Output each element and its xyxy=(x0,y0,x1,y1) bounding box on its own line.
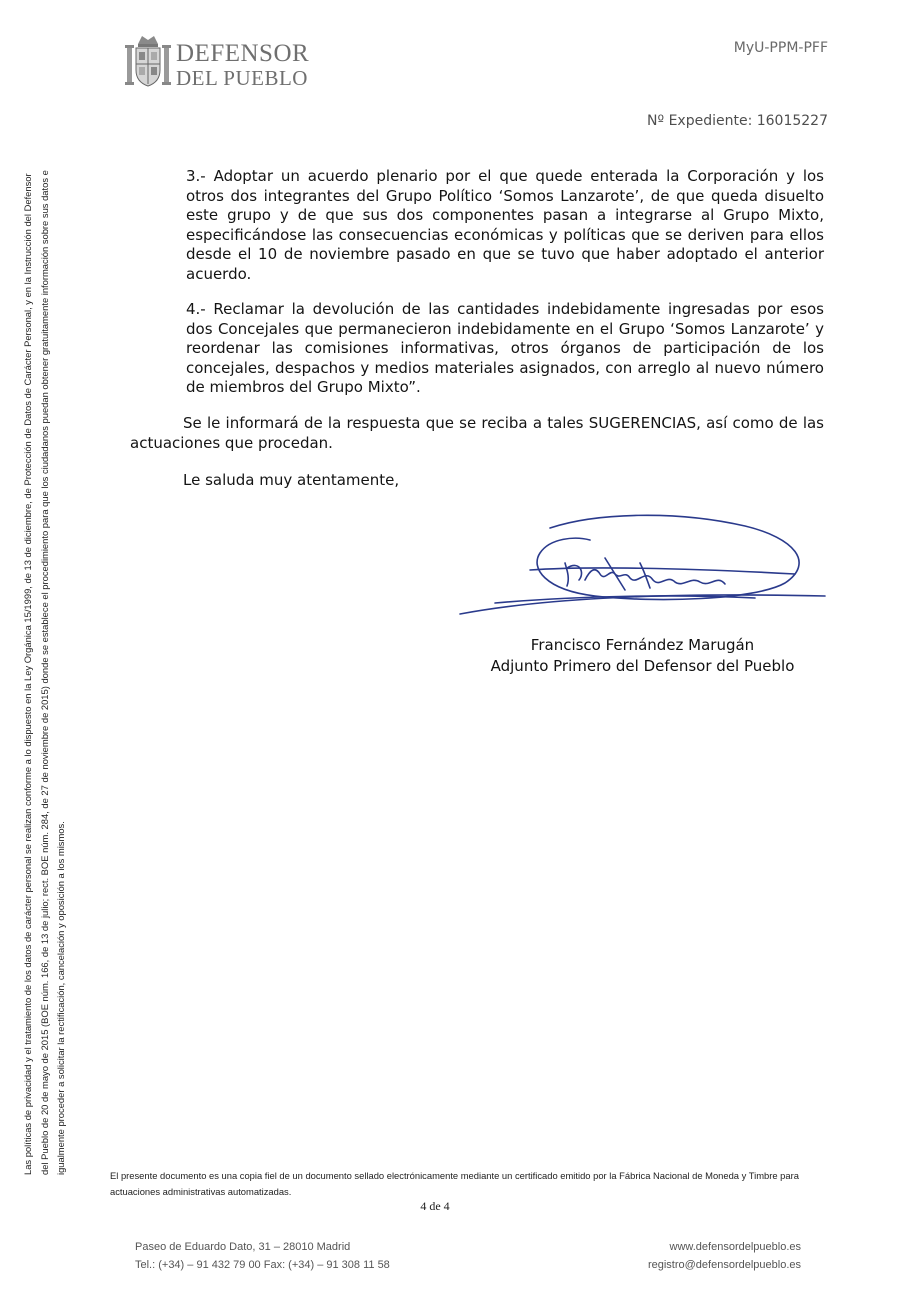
footer-website-link[interactable]: www.defensordelpueblo.es xyxy=(669,1241,801,1253)
privacy-side-note: Las políticas de privacidad y el tratamiento de los datos de carácter personal se realizan conforme a lo dispuesto en la Ley Orgánica 15/1999, de 13 de diciembre, de Protección de Datos de Carácter Personal, y en la Instrucción del Defensor del Pueblo de 20 de mayo de 2015 (BOE núm. 166, de 13 de julio; rect. BOE núm. 284, de 27 de noviembre de 2015) donde se establece el procedimiento para que los ciudadanos puedan obtener gratuitamente información sobre sus datos e igualmente proceder a solicitar la rectificación, cancelación y oposición a los mismos. xyxy=(22,170,66,1175)
signer-name: Francisco Fernández Marugán xyxy=(530,636,755,654)
closing-paragraph xyxy=(130,414,824,453)
suggestion-item-3-text: 3.- Adoptar un acuerdo plenario por el que quede enterada la Corporación y los otros dos integrantes del Grupo Político ‘Somos Lanzarote’, de que queda disuelto este grupo y de que sus dos componentes pasan a integrarse al Grupo Mixto, especificándose las consecuencias económicas y políticas que se deriven para ellos desde el 10 de noviembre pasado en que se tuvo que haber adoptado el anterior acuerdo. xyxy=(186,167,824,283)
logo-line-1: DEFENSOR xyxy=(176,40,310,67)
coat-of-arms-icon xyxy=(124,32,172,90)
reference-code: MyU-PPM-PFF xyxy=(733,40,828,56)
closing-paragraph-text: Se le informará de la respuesta que se reciba a tales SUGERENCIAS, así como de las actuaciones que procedan. xyxy=(130,414,824,452)
footer-phones: Tel.: (+34) – 91 432 79 00 Fax: (+34) – 91 308 11 58 xyxy=(135,1259,390,1271)
greeting: Le saluda muy atentamente, xyxy=(183,471,400,489)
file-number-value: 16015227 xyxy=(756,113,828,129)
suggestion-item-3 xyxy=(186,167,824,284)
footer-address: Paseo de Eduardo Dato, 31 – 28010 Madrid xyxy=(135,1241,351,1253)
handwritten-signature xyxy=(455,508,835,620)
logo-line-2: DEL PUEBLO xyxy=(176,66,308,90)
file-number xyxy=(647,113,828,129)
page-number: 4 de 4 xyxy=(420,1199,450,1213)
file-number-label: Nº Expediente: xyxy=(647,113,753,129)
suggestion-item-4 xyxy=(186,300,824,398)
electronic-copy-note: El presente documento es una copia fiel de un documento sellado electrónicamente mediante un certificado emitido por la Fábrica Nacional de Moneda y Timbre para actuaciones administrativas automatizadas. xyxy=(110,1170,799,1197)
footer-email-link[interactable]: registro@defensordelpueblo.es xyxy=(647,1259,801,1271)
logo xyxy=(124,32,314,92)
signer-role: Adjunto Primero del Defensor del Pueblo xyxy=(490,657,795,675)
suggestion-item-4-text: 4.- Reclamar la devolución de las cantidades indebidamente ingresadas por esos dos Concejales que permanecieron indebidamente en el Grupo ‘Somos Lanzarote’ y reordenar las comisiones informativas, otros órganos de participación de los concejales, despachos y medios materiales asignados, con arreglo al nuevo número de miembros del Grupo Mixto”. xyxy=(186,300,824,396)
